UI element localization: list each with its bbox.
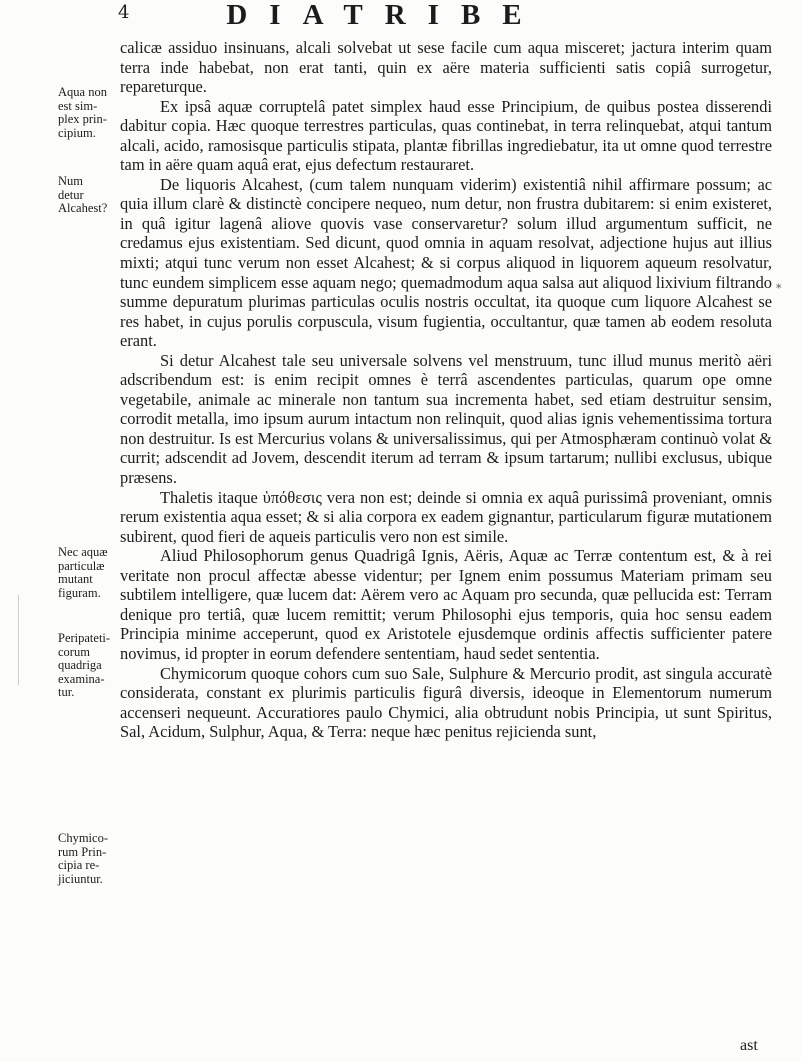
margin-note-line: Aqua non <box>58 85 107 99</box>
paragraph: De liquoris Alcahest, (cum talem nunquam viderim) existentiâ nihil affirmare possum; ac quia illum clarè & distinctè concipere nequeo, num detur, non frustra dubitarem: si enim existeret, in quâ igitur lagenâ aliove quovis vase conservaretur? solum illud argumentum sufficit, ne credamus ejus existentiam. Sed dicunt, quod omnia in aquam resolvat, adjectione hujus aut illius mixti; atqui tunc verum non esset Alcahest; & si corpus aliquod in liquorem aqueum resolvatur, tunc eundem simplicem esse aquam nego; quemadmodum aqua salsa aut aliquod lixivium filtrando summe depuratum plurimas particulas oculis nostris occultat, ita quoque cum liquore Alcahest se res habet, in cujus porulis corpuscula, visum fugientia, occultantur, quæ tamen ab eodem resoluta erant. <box>120 174 772 351</box>
margin-note-line: Peripateti- <box>58 631 111 645</box>
margin-note-line: detur <box>58 187 84 202</box>
margin-note-line: Nec aquæ <box>58 545 108 559</box>
margin-note-line: Alcahest? <box>58 201 108 216</box>
page-edge-shadow <box>18 595 25 685</box>
margin-note-line: jiciuntur. <box>58 871 103 886</box>
paragraph: Aliud Philosophorum genus Quadrigâ Ignis, Aëris, Aquæ ac Terræ contentum est, & à rei veritate non procul affectæ abesse videntur; per Ignem enim possumus Materiam primam seu subtilem intelligere, quæ lucem dat: Aërem vero ac Aquam pro secunda, quæ pellucida est: Terram denique pro tertiâ, quæ lucem remittit; verum Philosophi ejus temporis, quia hoc sensu eadem Principia minime acceperunt, quod ex Aristotele ejusdemque ordinis affectis sufficienter patere novimus, id propter in eorum defendere sententiam, haud sedet sententia. <box>120 546 772 663</box>
margin-note-line: Chymico- <box>58 831 108 845</box>
paragraph: Chymicorum quoque cohors cum suo Sale, Sulphure & Mercurio prodit, ast singula accuratè considerata, constant ex plurimis particulis figurâ diversis, ideoque in Elementorum numerum accenseri nequeunt. Accuratiores paulo Chymici, alia obtrudunt nobis Principia, ut sunt Spiritus, Sal, Acidum, Sulphur, Aqua, & Terra: neque hæc penitus rejicienda sunt, <box>120 663 772 742</box>
margin-note-line: cipium. <box>58 125 96 140</box>
margin-note-line: est sim- <box>58 98 98 113</box>
margin-note-line: quadriga <box>58 658 102 673</box>
stray-mark: * <box>776 282 782 295</box>
paragraph: Si detur Alcahest tale seu universale solvens vel menstruum, tunc illud munus meritò aëri adscribendum est: is enim recipit omnes è terrâ ascendentes particulas, quarum ope omne vegetabile, animale ac minerale non tantum sua incrementa habet, sed etiam destruitur sensim, corrodit metalla, imo ipsum aurum intactum non relinquit, quod alias ignis vehementissima tortura non destruitur. Is est Mercurius volans & universalissimus, qui per Atmosphæram continuò volat & currit; adscendit ad Jovem, descendit iterum ad terram & ipsum tartarum; nullibi exclusus, ubique præsens. <box>120 350 772 488</box>
page-header <box>0 2 801 32</box>
margin-note-line: tur. <box>58 685 75 700</box>
margin-note-line: mutant <box>58 572 93 587</box>
catchword: ast <box>740 1037 758 1054</box>
paragraph: calicæ assiduo insinuans, alcali solvebat ut sese facile cum aqua misceret; jactura interim quam terra inde habebat, non erat tanti, quin ex aëre materia sufficienti satis copiâ surrogetur, repareturque. <box>120 38 772 97</box>
main-text <box>120 38 772 742</box>
margin-note-peripatetici <box>58 632 120 700</box>
margin-note-line: plex prin- <box>58 112 107 127</box>
margin-note-line: figuram. <box>58 585 101 600</box>
paragraph: Ex ipsâ aquæ corruptelâ patet simplex haud esse Principium, de quibus postea disserendi dabitur copia. Hæc quoque terrestres particulas, quas continebat, in terra relinquebat, atqui tantum alcali, acido, ramosisque particulis stipata, plantæ fibrillas ingrediebatur, ita ut omne quod terrestre tam in aëre quam aquâ erat, ejus defectum restauraret. <box>120 96 772 175</box>
running-title: DIATRIBE <box>226 0 544 31</box>
margin-note-line: examina- <box>58 671 105 686</box>
margin-note-line: cipia re- <box>58 858 100 873</box>
margin-note-aquae-particulae <box>58 546 120 600</box>
paragraph: Thaletis itaque ὑπόθεσις vera non est; deinde si omnia ex aquâ purissimâ proveniant, omnis rerum existentia aqua esset; & si alia corpora ex eadem gignantur, particularum figuræ mutationem subirent, quod fieri de aqueis particulis vero non est simile. <box>120 487 772 546</box>
margin-note-aqua <box>58 86 120 140</box>
margin-note-alcahest <box>58 175 120 216</box>
margin-note-line: rum Prin- <box>58 844 107 859</box>
margin-note-line: corum <box>58 644 90 659</box>
margin-note-chymici <box>58 832 120 886</box>
margin-note-line: Num <box>58 174 83 188</box>
margin-note-line: particulæ <box>58 558 105 573</box>
page-number: 4 <box>118 2 130 23</box>
